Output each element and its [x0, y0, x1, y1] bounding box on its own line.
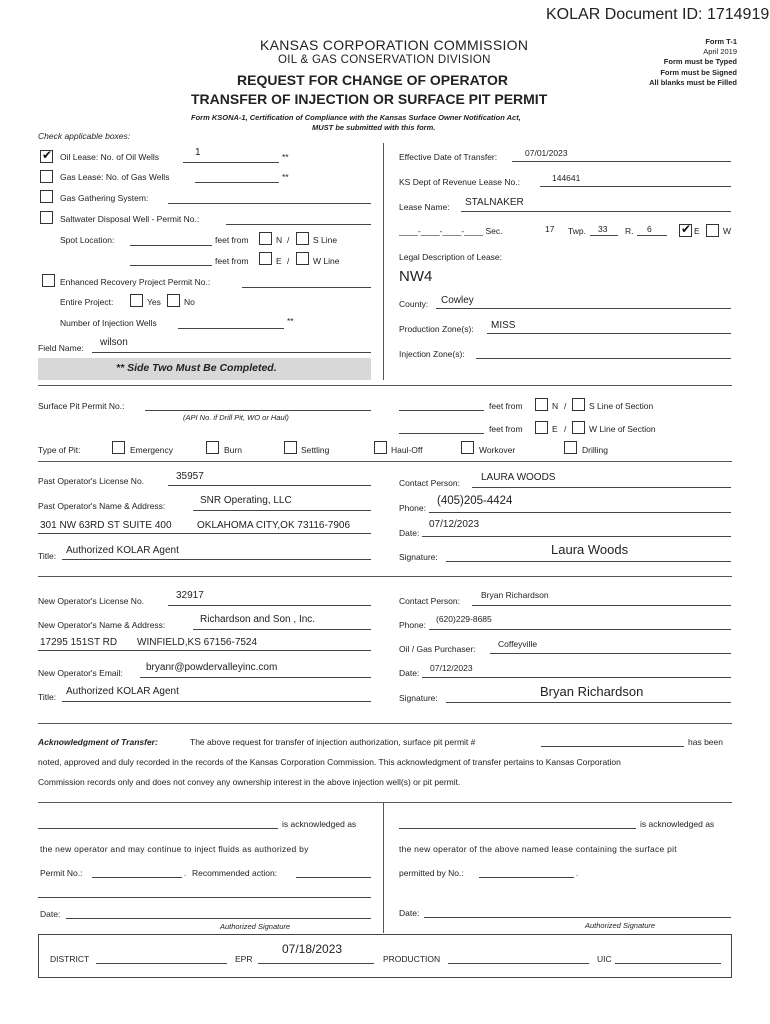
- epr-date-value[interactable]: 07/18/2023: [282, 942, 343, 956]
- past-license-label: Past Operator's License No.: [38, 476, 145, 486]
- purchaser-value[interactable]: Coffeyville: [498, 639, 538, 649]
- pit-drilling-label: Drilling: [582, 445, 608, 455]
- new-title-value[interactable]: Authorized KOLAR Agent: [66, 686, 179, 697]
- lease-name-value[interactable]: STALNAKER: [465, 197, 524, 208]
- district-label: DISTRICT: [50, 954, 90, 964]
- form-date: April 2019: [703, 47, 737, 56]
- ack-right-text: the new operator of the above named lease containing the surface pit: [399, 844, 677, 854]
- entire-project-label: Entire Project:: [60, 297, 114, 307]
- past-contact-value[interactable]: LAURA WOODS: [481, 472, 556, 483]
- new-signature-label: Signature:: [399, 693, 438, 703]
- ack-period: .: [184, 868, 187, 878]
- entire-no-label: No: [184, 297, 195, 307]
- ack-divider: [383, 802, 384, 933]
- spot-w-label: W Line: [313, 256, 340, 266]
- township-line: [590, 235, 618, 236]
- ack-left-blank-line[interactable]: [38, 897, 371, 898]
- new-phone-label: Phone:: [399, 620, 426, 630]
- enhanced-recovery-label: Enhanced Recovery Project Permit No.:: [60, 277, 211, 287]
- new-contact-value[interactable]: Bryan Richardson: [481, 590, 549, 600]
- ack-left-text: the new operator and may continue to inject fluids as authorized by: [40, 844, 309, 854]
- new-signature-value[interactable]: Bryan Richardson: [540, 684, 644, 699]
- ack-permitted-by-line[interactable]: [479, 877, 574, 878]
- range-value[interactable]: 6: [647, 224, 652, 234]
- pit-s-checkbox[interactable]: [572, 398, 585, 411]
- commission-name: KANSAS CORPORATION COMMISSION: [260, 37, 529, 53]
- new-address-value[interactable]: 17295 151ST RD: [40, 637, 118, 648]
- division-name: OIL & GAS CONSERVATION DIVISION: [278, 54, 491, 66]
- new-date-line: [422, 677, 731, 678]
- new-date-value[interactable]: 07/12/2023: [430, 663, 473, 673]
- ack-left-date-label: Date:: [40, 909, 61, 919]
- past-signature-label: Signature:: [399, 552, 438, 562]
- past-date-line: [422, 536, 731, 537]
- district-line[interactable]: [96, 963, 227, 964]
- surface-pit-label: Surface Pit Permit No.:: [38, 401, 125, 411]
- past-license-line: [168, 485, 371, 486]
- past-name-line: [193, 510, 371, 511]
- spot-n-label: N: [276, 235, 283, 245]
- past-name-value[interactable]: SNR Operating, LLC: [200, 495, 292, 506]
- epr-line: [258, 963, 374, 964]
- past-title-label: Title:: [38, 551, 57, 561]
- entire-yes-checkbox[interactable]: [130, 294, 143, 307]
- pit-burn-label: Burn: [224, 445, 242, 455]
- range-w-label: W: [723, 226, 732, 236]
- epr-label: EPR: [235, 954, 253, 964]
- gas-gathering-label: Gas Gathering System:: [60, 193, 149, 203]
- ack-recommended-label: Recommended action:: [192, 868, 278, 878]
- pit-s-label: S Line of Section: [589, 401, 654, 411]
- slash: /: [564, 424, 567, 434]
- spot-s-label: S Line: [313, 235, 338, 245]
- ack-right-is-acknowledged: is acknowledged as: [640, 819, 715, 829]
- entire-no-checkbox[interactable]: [167, 294, 180, 307]
- ack-left-date-line[interactable]: [66, 918, 371, 919]
- uic-label: UIC: [597, 954, 612, 964]
- pit-feet-ew-line[interactable]: [399, 433, 484, 434]
- uic-line[interactable]: [615, 963, 721, 964]
- new-phone-line: [429, 629, 731, 630]
- new-title-line: [62, 701, 371, 702]
- form-title-1: REQUEST FOR CHANGE OF OPERATOR: [237, 72, 508, 88]
- spot-feet-ns-line[interactable]: [130, 245, 212, 246]
- ack-left-name-line[interactable]: [38, 828, 278, 829]
- form-requirement-filled: All blanks must be Filled: [649, 78, 737, 87]
- past-address-line: [38, 533, 371, 534]
- oil-wells-line: [183, 162, 279, 163]
- new-email-value[interactable]: bryanr@powdervalleyinc.com: [146, 662, 278, 673]
- section-rule: [38, 723, 732, 724]
- lease-name-line: [461, 211, 731, 212]
- pit-emergency-label: Emergency: [130, 445, 173, 455]
- ack-left-auth-sig: Authorized Signature: [220, 922, 291, 931]
- entire-yes-label: Yes: [147, 297, 161, 307]
- document-id: KOLAR Document ID: 1714919: [546, 6, 770, 23]
- legal-description-value[interactable]: NW4: [399, 268, 433, 285]
- field-name-label: Field Name:: [38, 343, 84, 353]
- ack-permitted-by-label: permitted by No.:: [399, 868, 464, 878]
- county-label: County:: [399, 299, 429, 309]
- gas-wells-stars: **: [282, 172, 289, 182]
- past-license-value[interactable]: 35957: [176, 471, 204, 482]
- ack-heading: Acknowledgment of Transfer:: [38, 737, 158, 747]
- surface-pit-line[interactable]: [145, 410, 371, 411]
- form-requirement-signed: Form must be Signed: [660, 68, 737, 77]
- past-date-label: Date:: [399, 528, 420, 538]
- new-license-value[interactable]: 32917: [176, 590, 204, 601]
- spot-e-label: E: [276, 256, 282, 266]
- new-city-value[interactable]: WINFIELD,KS 67156-7524: [137, 637, 258, 648]
- ks-lease-no-label: KS Dept of Revenue Lease No.:: [399, 177, 520, 187]
- pit-feet-ns-line[interactable]: [399, 410, 484, 411]
- new-phone-value[interactable]: (620)229-8685: [436, 614, 492, 624]
- lease-name-label: Lease Name:: [399, 202, 450, 212]
- new-license-label: New Operator's License No.: [38, 596, 145, 606]
- past-phone-line: [429, 512, 731, 513]
- county-value[interactable]: Cowley: [441, 295, 474, 306]
- gas-wells-line[interactable]: [195, 182, 279, 183]
- ack-text-2: noted, approved and duly recorded in the records of the Kansas Corporation Commission. This acknowledgment of transfer pertains to Kansas Corporation: [38, 757, 621, 767]
- spot-e-checkbox[interactable]: [259, 252, 272, 265]
- past-title-line: [62, 559, 371, 560]
- effective-date-value[interactable]: 07/01/2023: [525, 148, 568, 158]
- quarter-section-label: ____-____-____-____ Sec.: [399, 226, 503, 236]
- ack-right-name-line[interactable]: [399, 828, 636, 829]
- purchaser-label: Oil / Gas Purchaser:: [399, 644, 476, 654]
- oil-wells-value[interactable]: 1: [195, 147, 201, 158]
- pit-n-checkbox[interactable]: [535, 398, 548, 411]
- section-rule: [38, 385, 732, 386]
- range-e-checkbox[interactable]: [679, 224, 692, 237]
- section-value[interactable]: 17: [545, 224, 555, 234]
- past-phone-value[interactable]: (405)205-4424: [437, 495, 513, 507]
- new-address-line: [38, 650, 371, 651]
- production-zone-line: [487, 333, 731, 334]
- production-zone-label: Production Zone(s):: [399, 324, 474, 334]
- oil-wells-stars: **: [282, 152, 289, 162]
- pit-workover-checkbox[interactable]: [461, 441, 474, 454]
- pit-hauloff-checkbox[interactable]: [374, 441, 387, 454]
- spot-s-checkbox[interactable]: [296, 232, 309, 245]
- ack-text-3: Commission records only and does not convey any ownership interest in the above injection well(s) or pit permit.: [38, 777, 461, 787]
- pit-burn-checkbox[interactable]: [206, 441, 219, 454]
- ack-recommended-line[interactable]: [296, 877, 371, 878]
- ksona-note-2: MUST be submitted with this form.: [312, 123, 436, 132]
- pit-feet-from-ew: feet from: [489, 424, 523, 434]
- oil-lease-label: Oil Lease: No. of Oil Wells: [60, 152, 160, 162]
- new-date-label: Date:: [399, 668, 420, 678]
- swd-label: Saltwater Disposal Well - Permit No.:: [60, 214, 200, 224]
- slash: /: [564, 401, 567, 411]
- slash: /: [287, 235, 290, 245]
- range-label: R.: [625, 226, 634, 236]
- ack-right-auth-sig: Authorized Signature: [585, 921, 656, 930]
- spot-feet-from-ns: feet from: [215, 235, 249, 245]
- new-signature-line: [446, 702, 731, 703]
- gas-lease-label: Gas Lease: No. of Gas Wells: [60, 172, 170, 182]
- ks-lease-no-line: [540, 186, 731, 187]
- section-divider: [383, 143, 384, 380]
- new-name-line: [193, 629, 371, 630]
- spot-location-label: Spot Location:: [60, 235, 115, 245]
- oil-lease-checkbox[interactable]: [40, 150, 53, 163]
- form-number: Form T-1: [705, 37, 737, 46]
- injection-wells-line[interactable]: [178, 328, 284, 329]
- past-address-value[interactable]: 301 NW 63RD ST SUITE 400: [40, 520, 172, 531]
- purchaser-line: [490, 653, 731, 654]
- past-contact-line: [472, 487, 731, 488]
- spot-feet-ew-line[interactable]: [130, 265, 212, 266]
- form-requirement-typed: Form must be Typed: [663, 57, 737, 66]
- pit-emergency-checkbox[interactable]: [112, 441, 125, 454]
- injection-wells-label: Number of Injection Wells: [60, 318, 157, 328]
- effective-date-label: Effective Date of Transfer:: [399, 152, 498, 162]
- pit-settling-checkbox[interactable]: [284, 441, 297, 454]
- injection-zone-label: Injection Zone(s):: [399, 349, 465, 359]
- township-label: Twp.: [568, 226, 586, 236]
- past-date-value[interactable]: 07/12/2023: [429, 519, 480, 530]
- spot-feet-from-ew: feet from: [215, 256, 249, 266]
- field-name-line: [92, 352, 371, 353]
- section-rule: [38, 461, 732, 462]
- check-boxes-label: Check applicable boxes:: [38, 131, 131, 141]
- past-name-label: Past Operator's Name & Address:: [38, 501, 166, 511]
- ack-permit-no-line[interactable]: [92, 877, 182, 878]
- form-title-2: TRANSFER OF INJECTION OR SURFACE PIT PERMIT: [191, 91, 548, 107]
- spot-w-checkbox[interactable]: [296, 252, 309, 265]
- new-name-value[interactable]: Richardson and Son , Inc.: [200, 614, 316, 625]
- injection-zone-line[interactable]: [476, 358, 731, 359]
- ack-right-date-label: Date:: [399, 908, 420, 918]
- ack-right-date-line[interactable]: [424, 917, 731, 918]
- new-contact-label: Contact Person:: [399, 596, 460, 606]
- swd-checkbox[interactable]: [40, 211, 53, 224]
- injection-wells-stars: **: [287, 316, 294, 326]
- past-city-value[interactable]: OKLAHOMA CITY,OK 73116-7906: [197, 520, 351, 531]
- ack-period-2: .: [576, 868, 579, 878]
- past-phone-label: Phone:: [399, 503, 426, 513]
- pit-hauloff-label: Haul-Off: [391, 445, 423, 455]
- pit-workover-label: Workover: [479, 445, 516, 455]
- range-w-checkbox[interactable]: [706, 224, 719, 237]
- gas-lease-checkbox[interactable]: [40, 170, 53, 183]
- pit-n-label: N: [552, 401, 559, 411]
- pit-type-label: Type of Pit:: [38, 445, 81, 455]
- ack-permit-no-label: Permit No.:: [40, 868, 83, 878]
- pit-e-checkbox[interactable]: [535, 421, 548, 434]
- ack-text-1: The above request for transfer of injection authorization, surface pit permit #: [190, 737, 476, 747]
- new-contact-line: [472, 605, 731, 606]
- section-rule: [38, 802, 732, 803]
- pit-w-checkbox[interactable]: [572, 421, 585, 434]
- gas-gathering-checkbox[interactable]: [40, 190, 53, 203]
- new-email-line: [140, 677, 371, 678]
- gas-gathering-line[interactable]: [168, 203, 371, 204]
- api-note: (API No. if Drill Pit, WO or Haul): [183, 413, 289, 422]
- enhanced-recovery-checkbox[interactable]: [42, 274, 55, 287]
- pit-settling-label: Settling: [301, 445, 330, 455]
- effective-date-line: [512, 161, 731, 162]
- new-license-line: [168, 605, 371, 606]
- production-line[interactable]: [448, 963, 589, 964]
- production-zone-value[interactable]: MISS: [491, 320, 516, 331]
- pit-feet-from-ns: feet from: [489, 401, 523, 411]
- pit-w-label: W Line of Section: [589, 424, 656, 434]
- ack-left-is-acknowledged: is acknowledged as: [282, 819, 357, 829]
- past-signature-line: [446, 561, 731, 562]
- ack-has-been: has been: [688, 737, 723, 747]
- new-title-label: Title:: [38, 692, 57, 702]
- ks-lease-no-value[interactable]: 144641: [552, 173, 581, 183]
- range-line: [637, 235, 667, 236]
- production-label: PRODUCTION: [383, 954, 441, 964]
- past-contact-label: Contact Person:: [399, 478, 460, 488]
- ksona-note: Form KSONA-1, Certification of Compliance with the Kansas Surface Owner Notification Act,: [191, 113, 521, 122]
- ack-permit-line[interactable]: [541, 746, 684, 747]
- legal-description-label: Legal Description of Lease:: [399, 252, 503, 262]
- slash: /: [287, 256, 290, 266]
- pit-e-label: E: [552, 424, 558, 434]
- new-email-label: New Operator's Email:: [38, 668, 123, 678]
- pit-drilling-checkbox[interactable]: [564, 441, 577, 454]
- spot-n-checkbox[interactable]: [259, 232, 272, 245]
- township-value[interactable]: 33: [598, 224, 608, 234]
- past-title-value[interactable]: Authorized KOLAR Agent: [66, 545, 179, 556]
- swd-permit-line[interactable]: [226, 224, 371, 225]
- county-line: [436, 308, 731, 309]
- side-two-note: ** Side Two Must Be Completed.: [116, 362, 277, 374]
- range-e-label: E: [694, 226, 700, 236]
- section-rule: [38, 576, 732, 577]
- new-name-label: New Operator's Name & Address:: [38, 620, 166, 630]
- field-name-value[interactable]: wilson: [100, 337, 128, 348]
- past-signature-value[interactable]: Laura Woods: [551, 542, 629, 557]
- enhanced-permit-line[interactable]: [242, 287, 371, 288]
